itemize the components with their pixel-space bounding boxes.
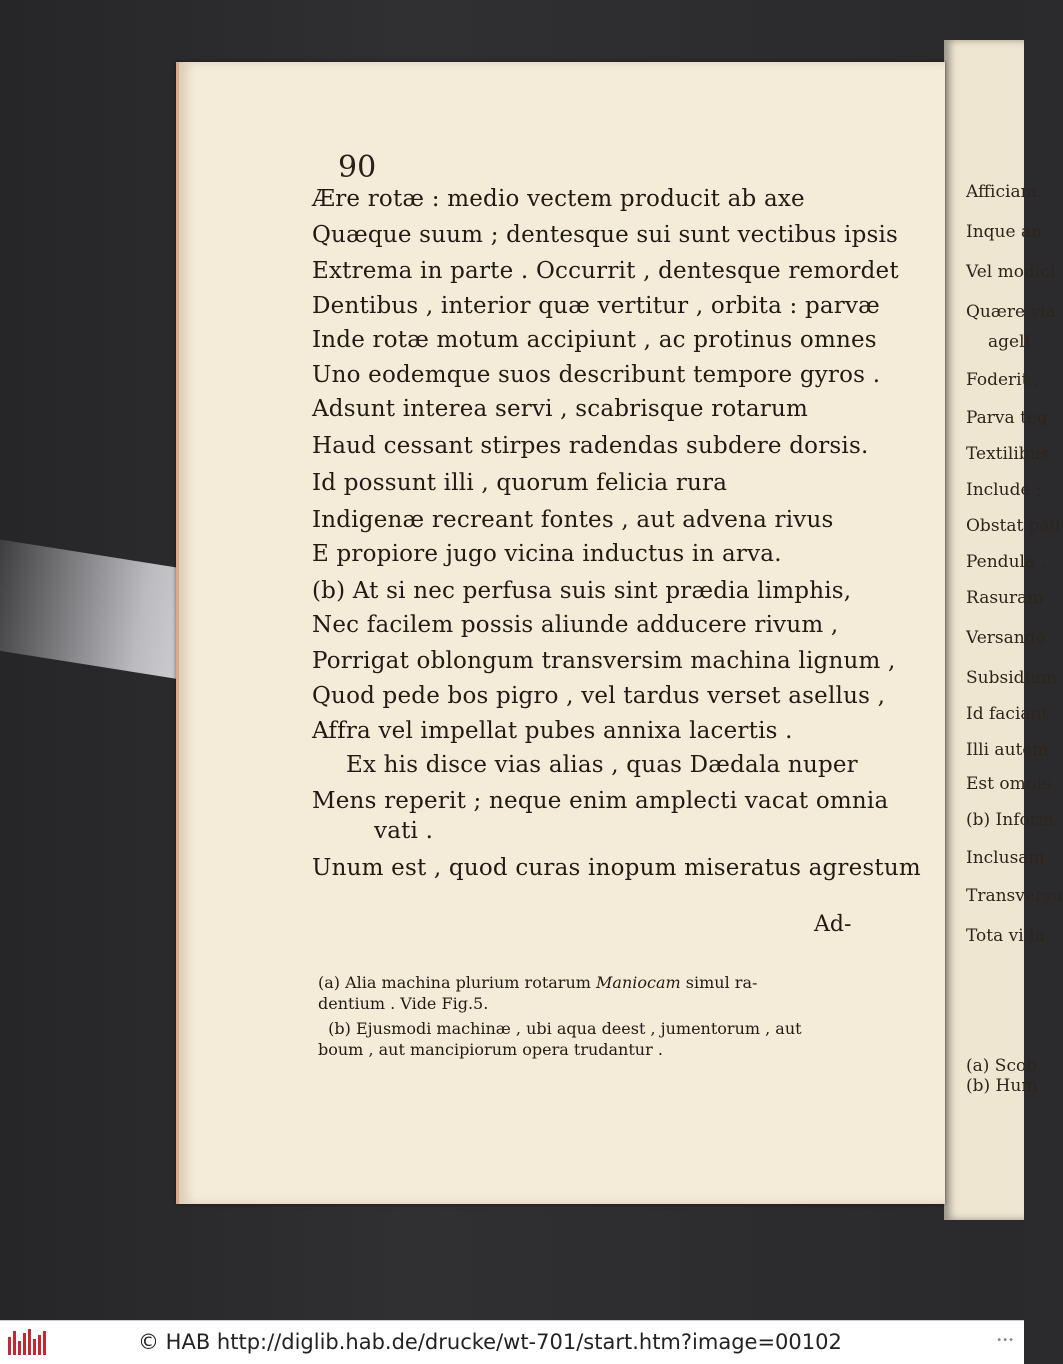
footnote-b (318, 1018, 892, 1060)
facing-page-fragment: Quære via (966, 302, 1056, 322)
facing-page-fragment: Illi autem (966, 740, 1049, 760)
copyright-link[interactable]: © HAB http://diglib.hab.de/drucke/wt-701/start.htm?image=00102 (138, 1330, 842, 1354)
verse-line: Extrema in parte . Occurrit , dentesque remordet (312, 258, 899, 284)
footnote-b-line2: boum , aut mancipiorum opera trudantur . (318, 1040, 663, 1059)
footnote-a (318, 972, 892, 1014)
facing-page (944, 40, 1063, 1220)
facing-page-fragment: Parva teg (966, 408, 1048, 428)
footnote-a-text-end: simul ra- (685, 973, 758, 992)
footnote-a-mark: (a) (318, 973, 341, 992)
verse-line: Uno eodemque suos describunt tempore gyros . (312, 362, 881, 388)
facing-page-fragment: Tota vi la (966, 926, 1045, 946)
facing-page-fragment: Inclusam (966, 848, 1045, 868)
facing-page-fragment: Id faciant (966, 704, 1049, 724)
verse-line: Id possunt illi , quorum felicia rura (312, 470, 728, 496)
more-icon[interactable]: ••• (996, 1335, 1014, 1346)
footnote-a-italic: Maniocam (596, 973, 681, 992)
verse-line: Ex his disce vias alias , quas Dædala nuper (346, 752, 858, 778)
facing-page-fragment: Textilibus (966, 444, 1050, 464)
facing-page-fragment: Transversu (966, 886, 1063, 906)
page-number: 90 (338, 150, 377, 185)
facing-page-fragment: agell (988, 332, 1030, 352)
verse-line: Dentibus , interior quæ vertitur , orbita : parvæ (312, 293, 880, 319)
facing-page-fragment: Afficiam. (966, 182, 1043, 202)
facing-page-fragment: Vel modici (966, 262, 1056, 282)
facing-page-fragment: Include ; (966, 480, 1042, 500)
verse-line: Adsunt interea servi , scabrisque rotarum (312, 396, 809, 422)
verse-line: Mens reperit ; neque enim amplecti vacat omnia (312, 788, 889, 814)
facing-page-fragment: (b) Inform (966, 810, 1054, 830)
verse-line: vati . (374, 818, 434, 844)
verse-line: Indigenæ recreant fontes , aut advena rivus (312, 507, 834, 533)
facing-page-fragment: Obstat pau (966, 516, 1061, 536)
footnote-b-mark: (b) (328, 1019, 351, 1038)
facing-page-fragment: Pendula , (966, 552, 1046, 572)
verse-line: Porrigat oblongum transversim machina lignum , (312, 648, 896, 674)
catchword: Ad- (814, 912, 852, 937)
facing-page-fragment: Rasuram (966, 588, 1044, 608)
facing-page-fragment: (b) Hum (966, 1076, 1038, 1096)
facing-page-fragment: (a) Scob (966, 1056, 1038, 1076)
verse-line: Ære rotæ : medio vectem producit ab axe (312, 186, 805, 212)
verse-line: Quæque suum ; dentesque sui sunt vectibus ipsis (312, 222, 899, 248)
footnote-a-text: Alia machina plurium rotarum (345, 973, 591, 992)
verse-line: Inde rotæ motum accipiunt , ac protinus omnes (312, 327, 877, 353)
facing-page-fragment: Versando (966, 628, 1046, 648)
verse-line: Unum est , quod curas inopum miseratus agrestum (312, 855, 921, 881)
verse-line: (b) At si nec perfusa suis sint prædia limphis, (312, 578, 852, 604)
facing-page-fragment: Est omnis (966, 774, 1051, 794)
facing-page-fragment: Subsidium (966, 668, 1058, 688)
viewer-footer (0, 1320, 1024, 1364)
facing-page-fragment: Foderit , (966, 370, 1040, 390)
footnote-b-line1: Ejusmodi machinæ , ubi aqua deest , jumentorum , aut (356, 1019, 802, 1038)
facing-page-fragment: Inque an (966, 222, 1043, 242)
verse-line: Haud cessant stirpes radendas subdere dorsis. (312, 433, 869, 459)
verse-line: Quod pede bos pigro , vel tardus verset asellus , (312, 683, 886, 709)
verse-line: E propiore jugo vicina inductus in arva. (312, 541, 782, 567)
footnote-a-line2: dentium . Vide Fig.5. (318, 994, 489, 1013)
verse-line: Nec facilem possis aliunde adducere rivum , (312, 612, 839, 638)
hab-logo-icon (8, 1329, 46, 1355)
verse-line: Affra vel impellat pubes annixa lacertis . (312, 718, 793, 744)
